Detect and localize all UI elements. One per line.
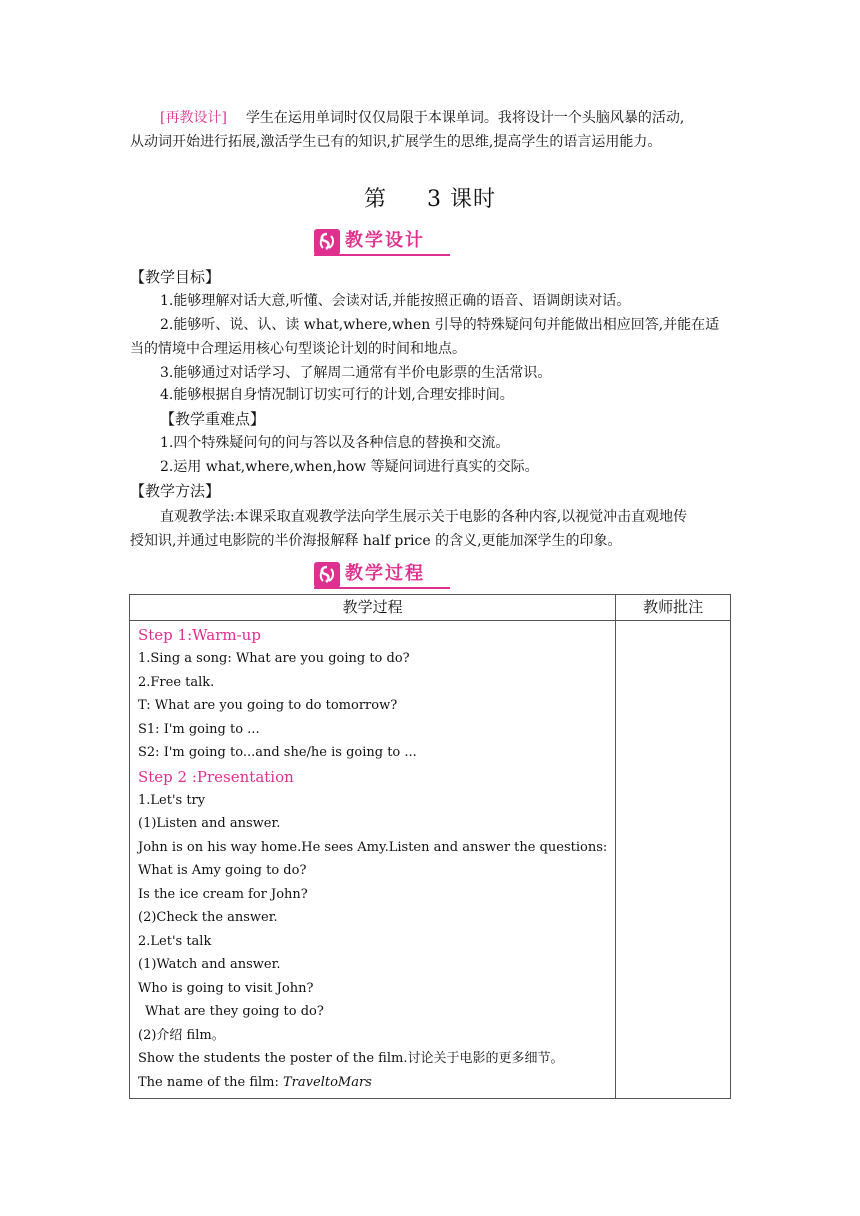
banner-underline — [314, 587, 450, 589]
table-row — [130, 621, 731, 1099]
redesign-tag: [再教设计] — [160, 110, 227, 126]
list-item: What are they going to do? — [145, 1004, 324, 1019]
list-item: (2)Check the answer. — [138, 910, 278, 925]
swirl-logo-icon — [314, 229, 340, 255]
film-name-label: The name of the film: — [138, 1074, 284, 1090]
banner-teaching-process — [314, 562, 450, 588]
list-item: Show the students the poster of the film.讨论关于电影的更多细节。 — [138, 1051, 564, 1066]
list-item: Who is going to visit John? — [138, 980, 314, 996]
list-item: S1: I'm going to ... — [138, 721, 260, 737]
swirl-logo-icon — [314, 562, 340, 588]
list-item: S2: I'm going to...and she/he is going to ... — [138, 745, 417, 760]
key-points-heading: 【教学重难点】 — [160, 410, 266, 428]
redesign-line-1 — [160, 106, 684, 130]
list-item: Is the ice cream for John? — [138, 886, 308, 902]
objective-1: 1.能够理解对话大意,听懂、会读对话,并能按照正确的语音、语调朗读对话。 — [160, 293, 631, 309]
list-item: (2)介绍 film。 — [138, 1027, 225, 1043]
list-item: What is Amy going to do? — [138, 863, 307, 878]
process-cell — [130, 621, 616, 1099]
list-item: John is on his way home.He sees Amy.Listen and answer the questions: — [138, 839, 608, 855]
banner-teaching-design — [314, 229, 450, 255]
objective-3: 3.能够通过对话学习、了解周二通常有半价电影票的生活常识。 — [160, 365, 552, 381]
list-item: 1.Let's try — [138, 792, 206, 808]
step-2-heading: Step 2 :Presentation — [138, 767, 294, 786]
banner-underline — [314, 254, 450, 256]
list-item: (1)Watch and answer. — [138, 957, 281, 972]
banner-label: 教学设计 — [345, 230, 425, 251]
objective-2-line-2: 当的情境中合理运用核心句型谈论计划的时间和地点。 — [130, 341, 466, 357]
step-1-heading: Step 1:Warm-up — [138, 626, 261, 644]
redesign-text: 学生在运用单词时仅仅局限于本课单词。我将设计一个头脑风暴的活动, — [245, 110, 685, 126]
lesson-title-part2: 3 课时 — [427, 187, 496, 212]
objectives-heading: 【教学目标】 — [130, 268, 221, 286]
lesson-title-part1: 第 — [363, 187, 387, 212]
objective-4: 4.能够根据自身情况制订切实可行的计划,合理安排时间。 — [160, 387, 514, 403]
objective-2-line-1: 2.能够听、说、认、读 what,where,when 引导的特殊疑问句并能做出相应回答,并能在适 — [160, 317, 720, 333]
key-point-2: 2.运用 what,where,when,how 等疑问词进行真实的交际。 — [160, 459, 539, 475]
banner-label: 教学过程 — [345, 563, 425, 584]
header-teacher-notes: 教师批注 — [616, 595, 731, 621]
redesign-line-2: 从动词开始进行拓展,激活学生已有的知识,扩展学生的思维,提高学生的语言运用能力。 — [130, 134, 662, 150]
methods-heading: 【教学方法】 — [130, 482, 221, 500]
list-item — [138, 1071, 607, 1095]
key-point-1: 1.四个特殊疑问句的问与答以及各种信息的替换和交流。 — [160, 435, 510, 451]
list-item: T: What are you going to do tomorrow? — [138, 698, 398, 713]
list-item: 2.Free talk. — [138, 674, 215, 690]
methods-line-2: 授知识,并通过电影院的半价海报解释 half price 的含义,更能加深学生的印象。 — [130, 533, 622, 549]
table-header-row — [130, 595, 731, 621]
methods-line-1: 直观教学法:本课采取直观教学法向学生展示关于电影的各种内容,以视觉冲击直观地传 — [160, 509, 688, 525]
film-title: TraveltoMars — [283, 1074, 372, 1090]
teacher-notes-cell — [616, 621, 731, 1099]
list-item: (1)Listen and answer. — [138, 816, 281, 831]
list-item: 2.Let's talk — [138, 933, 212, 949]
teaching-process-table — [129, 594, 731, 1099]
header-teaching-process: 教学过程 — [130, 595, 616, 621]
lesson-title — [0, 184, 860, 216]
list-item: 1.Sing a song: What are you going to do? — [138, 651, 410, 666]
